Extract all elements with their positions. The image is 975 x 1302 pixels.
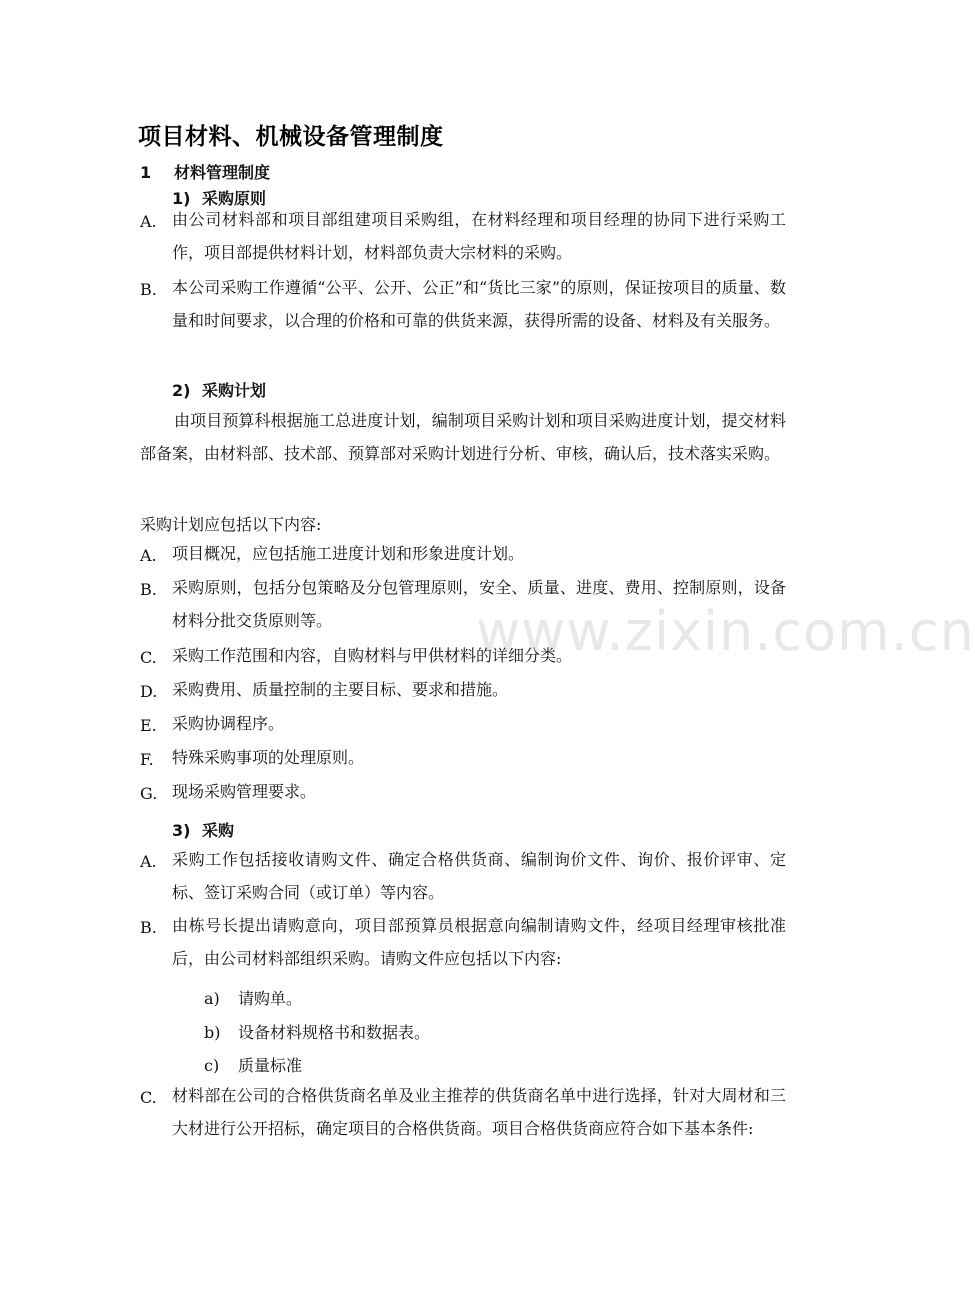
subsection-number: 2)	[172, 381, 191, 400]
list-item	[140, 280, 786, 337]
list-item	[140, 580, 786, 637]
list-marker: G.	[140, 784, 158, 803]
list-item	[140, 546, 786, 571]
section-heading	[140, 160, 270, 183]
subsection-title: 采购	[202, 821, 235, 840]
list-item	[140, 918, 786, 975]
list-marker: E.	[140, 716, 157, 735]
list-item	[140, 1088, 786, 1145]
sub-list-marker: c)	[204, 1056, 220, 1075]
list-marker: C.	[140, 648, 157, 667]
list-text: 特殊采购事项的处理原则。	[172, 748, 365, 767]
paragraph: 由项目预算科根据施工总进度计划，编制项目采购计划和项目采购进度计划，提交材料部备案，由材料部、技术部、预算部对采购计划进行分析、审核，确认后，技术落实采购。	[140, 411, 786, 463]
list-text: 本公司采购工作遵循“公平、公开、公正”和“货比三家”的原则，保证按项目的质量、数量和时间要求，以合理的价格和可靠的供货来源，获得所需的设备、材料及有关服务。	[172, 278, 786, 330]
sub-list-item	[204, 1020, 430, 1043]
list-marker: A.	[140, 212, 157, 231]
list-text: 采购工作包括接收请购文件、确定合格供货商、编制询价文件、询价、报价评审、定标、签订采购合同（或订单）等内容。	[172, 850, 786, 902]
list-text: 由栋号长提出请购意向，项目部预算员根据意向编制请购文件，经项目经理审核批准后，由公司材料部组织采购。请购文件应包括以下内容:	[172, 916, 786, 968]
list-text: 材料部在公司的合格供货商名单及业主推荐的供货商名单中进行选择，针对大周材和三大材进行公开招标，确定项目的合格供货商。项目合格供货商应符合如下基本条件:	[172, 1086, 786, 1138]
list-text: 采购工作范围和内容，自购材料与甲供材料的详细分类。	[172, 646, 573, 665]
list-item	[140, 682, 786, 707]
section-title: 材料管理制度	[174, 163, 271, 182]
list-text: 采购费用、质量控制的主要目标、要求和措施。	[172, 680, 509, 699]
list-marker: C.	[140, 1088, 157, 1107]
list-marker: F.	[140, 750, 154, 769]
list-marker: B.	[140, 918, 157, 937]
list-text: 现场采购管理要求。	[172, 782, 317, 801]
list-marker: B.	[140, 580, 157, 599]
sub-list-marker: a)	[204, 989, 220, 1008]
subsection-heading	[172, 378, 266, 401]
subsection-number: 3)	[172, 821, 191, 840]
sub-list-marker: b)	[204, 1023, 221, 1042]
subsection-heading	[172, 818, 234, 841]
sub-list-text: 请购单。	[238, 989, 303, 1008]
list-text: 由公司材料部和项目部组建项目采购组，在材料经理和项目经理的协同下进行采购工作，项目部提供材料计划，材料部负责大宗材料的采购。	[172, 210, 786, 262]
list-item	[140, 212, 786, 269]
sub-list-item	[204, 986, 302, 1009]
list-text: 采购原则，包括分包策略及分包管理原则，安全、质量、进度、费用、控制原则，设备材料分批交货原则等。	[172, 578, 786, 630]
subsection-title: 采购计划	[202, 381, 267, 400]
list-marker: A.	[140, 852, 157, 871]
list-item	[140, 750, 786, 775]
list-text: 项目概况，应包括施工进度计划和形象进度计划。	[172, 544, 525, 563]
list-marker: A.	[140, 546, 157, 565]
sub-list-text: 设备材料规格书和数据表。	[238, 1023, 431, 1042]
sub-list-item	[204, 1053, 302, 1076]
list-marker: B.	[140, 280, 157, 299]
list-item	[140, 716, 786, 741]
document-title: 项目材料、机械设备管理制度	[138, 124, 444, 150]
section-number: 1	[140, 163, 152, 182]
list-item	[140, 852, 786, 909]
paragraph-intro: 采购计划应包括以下内容:	[140, 515, 322, 534]
list-item	[140, 648, 786, 673]
sub-list-text: 质量标准	[238, 1056, 303, 1075]
list-text: 采购协调程序。	[172, 714, 285, 733]
watermark: www.zixin.com.cn	[476, 600, 975, 663]
list-marker: D.	[140, 682, 158, 701]
list-item	[140, 784, 786, 809]
subsection-title: 采购原则	[202, 189, 267, 208]
subsection-number: 1)	[172, 189, 191, 208]
